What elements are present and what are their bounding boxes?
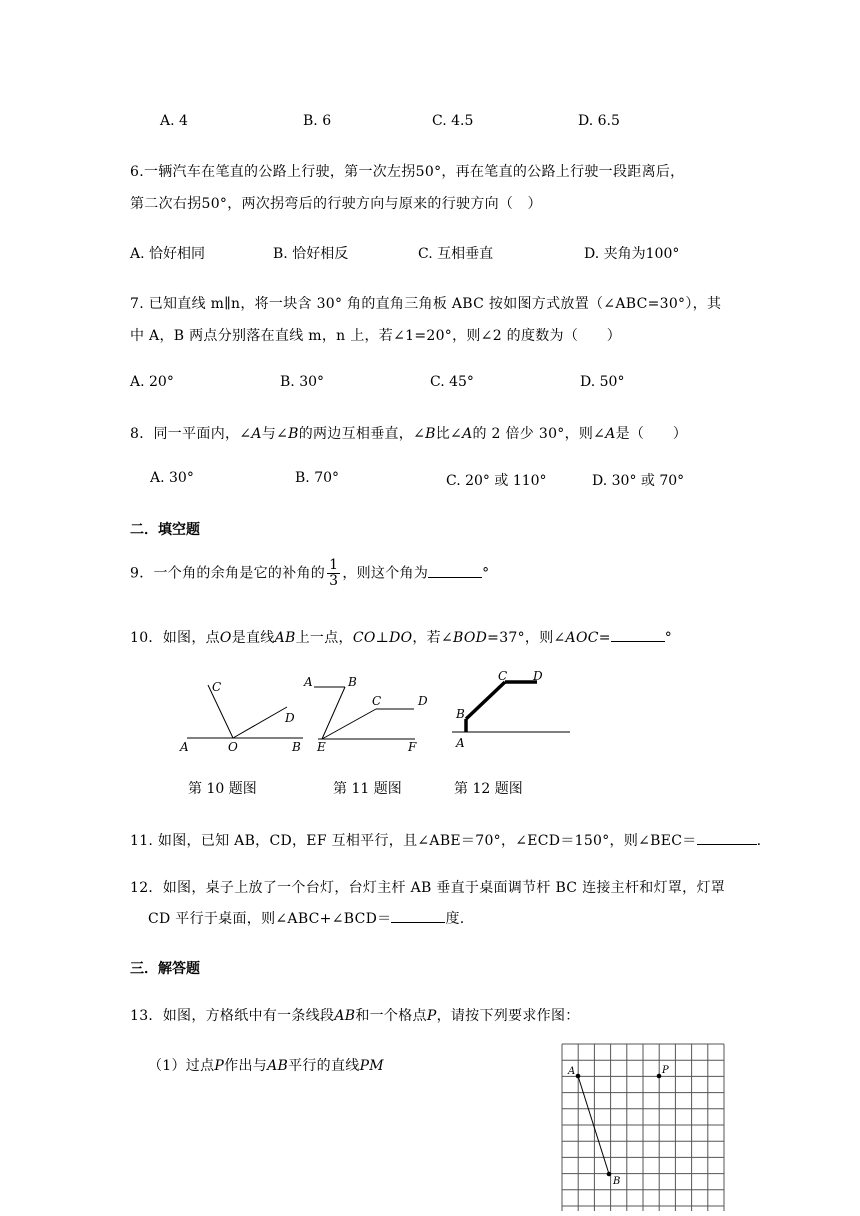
q13-grid-lines	[562, 1044, 724, 1211]
q12-text-2: 度.	[445, 911, 465, 927]
fig11-label-c: C	[372, 694, 382, 708]
q13-point-b-dot	[607, 1172, 612, 1177]
q8-angle-a-2: ∠A	[450, 426, 473, 442]
q9-denominator: 3	[329, 573, 339, 589]
q13-text-3: ，请按下列要求作图：	[436, 1008, 580, 1024]
q7-line-1: 7. 已知直线 m∥n，将一块含 30° 角的直角三角板 ABC 按如图方式放置（∠ABC=30°），其	[130, 296, 722, 312]
q10-perpendicular: CO⊥DO	[352, 630, 413, 646]
fig11-caption: 第 11 题图	[333, 781, 402, 797]
q11-answer-blank[interactable]	[697, 832, 757, 845]
q13-grid-label-p: P	[662, 1065, 669, 1076]
fig10-label-d: D	[285, 711, 295, 725]
q10-answer-blank[interactable]	[611, 629, 665, 642]
q8-option-c: C. 20° 或 110°	[446, 473, 547, 489]
q13-text-1: 13．如图，方格纸中有一条线段	[130, 1008, 335, 1024]
q8-angle-a: ∠A	[239, 426, 262, 442]
q5-option-b: B. 6	[303, 113, 332, 129]
q9-question	[130, 558, 489, 589]
q7-option-a: A. 20°	[130, 374, 174, 390]
q6-option-d: D. 夹角为100°	[584, 246, 680, 262]
fig12-caption: 第 12 题图	[454, 781, 523, 797]
q8-text-4: 比	[435, 426, 451, 442]
q13-sub1-point-p: P	[214, 1058, 225, 1074]
fig11-label-e: E	[317, 740, 326, 754]
figure-11	[314, 687, 415, 739]
q8-option-a: A. 30°	[150, 470, 194, 486]
q7-line-2: 中 A，B 两点分别落在直线 m，n 上，若∠1=20°，则∠2 的度数为（ ）	[130, 328, 622, 344]
fig10-label-a: A	[180, 740, 189, 754]
q9-answer-blank[interactable]	[428, 565, 482, 578]
q10-text-1: 10．如图，点	[130, 630, 220, 646]
figure-12	[452, 682, 570, 732]
fig12-label-a: A	[456, 736, 465, 750]
q6-option-a: A. 恰好相同	[130, 246, 206, 262]
fig10-label-b: B	[292, 740, 301, 754]
q13-sub-1	[148, 1055, 384, 1075]
fig10-label-c: C	[212, 680, 222, 694]
q13-point-a-dot	[576, 1074, 581, 1079]
fig12-label-b: B	[456, 707, 465, 721]
q5-option-d: D. 6.5	[578, 113, 620, 129]
q9-text-2: ，则这个角为	[342, 565, 429, 582]
q9-fraction	[327, 558, 340, 589]
fig11-segment-be	[322, 687, 345, 739]
q5-option-c: C. 4.5	[432, 113, 474, 129]
q6-line-1: 6.一辆汽车在笔直的公路上行驶，第一次左拐50°，再在笔直的公路上行驶一段距离后，	[130, 164, 685, 180]
q13-sub1-text-1: （1）过点	[148, 1058, 215, 1074]
q13-sub1-text-2: 作出与	[224, 1058, 268, 1074]
q6-option-b: B. 恰好相反	[273, 246, 349, 262]
fig11-label-a: A	[304, 675, 313, 689]
fig10-caption: 第 10 题图	[188, 781, 257, 797]
fig12-arm-bc	[466, 682, 505, 719]
q8-text-2: 与	[261, 426, 277, 442]
q13-grid-label-a: A	[568, 1066, 576, 1077]
fig10-ray-od	[233, 707, 287, 738]
q9-text-1: 9．一个角的余角是它的补角的	[130, 565, 326, 582]
q13-point-p: P	[426, 1008, 437, 1024]
fig12-label-d: D	[533, 669, 543, 683]
q13-grid-figure	[560, 1043, 730, 1213]
section-fill-in-title: 二．填空题	[130, 522, 200, 538]
q13-point-p-dot	[657, 1074, 662, 1079]
q10-text-4: ，若	[412, 630, 441, 646]
q10-text-7: °	[664, 630, 673, 646]
q10-point-o: O	[219, 630, 232, 646]
q12-answer-blank[interactable]	[391, 910, 445, 923]
q13-sub1-line-pm: PM	[359, 1058, 384, 1074]
q10-angle-aoc: ∠AOC	[553, 630, 599, 646]
fig10-label-o: O	[228, 740, 238, 754]
fig11-label-d: D	[418, 694, 428, 708]
q8-text-6: 是（ ）	[615, 426, 688, 442]
q10-text-2: 是直线	[231, 630, 275, 646]
figures-10-11-12	[0, 665, 860, 785]
q10-angle-bod: ∠BOD	[440, 630, 488, 646]
q8-angle-b: ∠B	[276, 426, 299, 442]
q7-option-d: D. 50°	[580, 374, 625, 390]
q10-text-5: =37°，则	[487, 630, 554, 646]
q8-text-5: 的 2 倍少 30°，则	[472, 426, 594, 442]
q5-option-a: A. 4	[160, 113, 188, 129]
q10-text-6: =	[598, 630, 611, 646]
q6-line-2: 第二次右拐50°，两次拐弯后的行驶方向与原来的行驶方向（ ）	[130, 196, 542, 212]
q10-line-ab: AB	[274, 630, 296, 646]
q9-text-3: °	[482, 565, 490, 582]
q9-numerator: 1	[329, 557, 339, 573]
fig11-segment-ec	[322, 709, 376, 739]
q6-option-c: C. 互相垂直	[418, 246, 494, 262]
fig11-label-f: F	[408, 740, 417, 754]
q8-angle-a-3: ∠A	[593, 426, 616, 442]
q11-question	[130, 830, 761, 850]
q8-angle-b-2: ∠B	[413, 426, 436, 442]
q13-sub1-text-3: 平行的直线	[288, 1058, 360, 1074]
q13-question	[130, 1005, 580, 1025]
q12-line-2	[148, 908, 465, 928]
fig11-label-b: B	[348, 675, 357, 689]
q8-option-d: D. 30° 或 70°	[592, 473, 685, 489]
q13-segment-ab: AB	[334, 1008, 356, 1024]
q11-text-2: .	[756, 833, 762, 849]
q12-line-1: 12．如图，桌子上放了一个台灯，台灯主杆 AB 垂直于桌面调节杆 BC 连接主杆和灯罩，灯罩	[130, 880, 726, 896]
q8-text-3: 的两边互相垂直，	[298, 426, 414, 442]
q12-text-1: CD 平行于桌面，则∠ABC+∠BCD＝	[148, 911, 392, 927]
q7-option-c: C. 45°	[430, 374, 474, 390]
q8-text-1: 8．同一平面内，	[130, 426, 240, 442]
q10-question	[130, 627, 672, 647]
q10-text-3: 上一点，	[295, 630, 353, 646]
q13-sub1-segment-ab: AB	[267, 1058, 289, 1074]
q7-option-b: B. 30°	[280, 374, 325, 390]
q13-grid-label-b: B	[613, 1176, 621, 1187]
q13-text-2: 和一个格点	[355, 1008, 427, 1024]
q8-question	[130, 423, 687, 443]
section-solve-title: 三．解答题	[130, 961, 200, 977]
q11-text-1: 11. 如图，已知 AB，CD，EF 互相平行，且∠ABE＝70°，∠ECD＝150°，则∠BEC＝	[130, 833, 697, 849]
fig12-label-c: C	[498, 669, 508, 683]
q8-option-b: B. 70°	[295, 470, 340, 486]
